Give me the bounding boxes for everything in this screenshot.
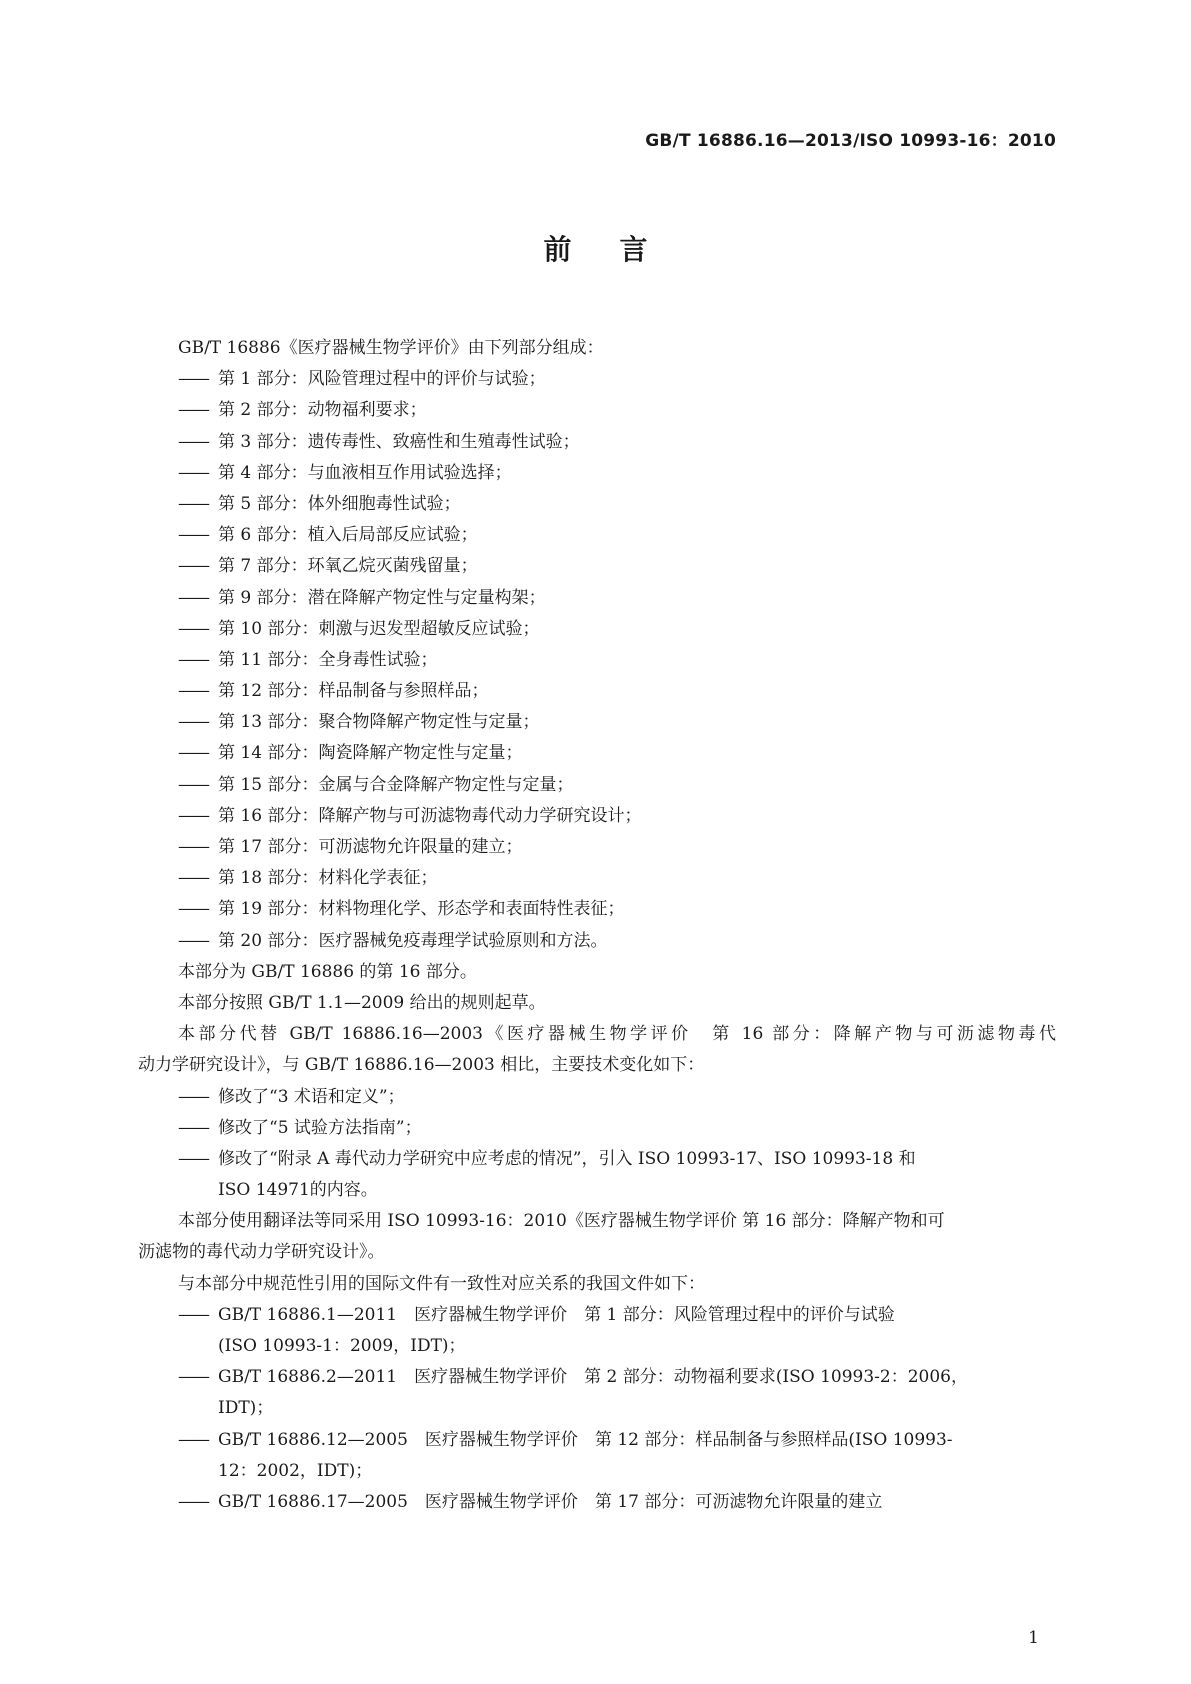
text-line: (ISO 10993-1：2009，IDT)； (218, 1336, 466, 1356)
text-line: 本部分按照 GB/T 1.1—2009 给出的规则起草。 (178, 992, 546, 1013)
list-item: —— GB/T 16886.12—2005 医疗器械生物学评价 第 12 部分：样品制备与参照样品(ISO 10993- (178, 1429, 953, 1450)
list-item: —— 第 17 部分：可沥滤物允许限量的建立； (178, 837, 523, 857)
list-item: —— 第 14 部分：陶瓷降解产物定性与定量； (178, 743, 523, 764)
page-title: 前言 (543, 233, 696, 266)
list-item: —— 修改了“5 试验方法指南”； (178, 1117, 422, 1138)
text-line: 本部分为 GB/T 16886 的第 16 部分。 (178, 961, 477, 982)
page-number: 1 (1028, 1628, 1039, 1648)
list-item: —— 第 11 部分：全身毒性试验； (178, 649, 438, 670)
text-line: 本部分代替 GB/T 16886.16—2003《医疗器械生物学评价 第 16 部分：降解产物与可沥滤物毒代 (178, 1024, 1056, 1045)
list-item: —— 第 7 部分：环氧乙烷灭菌残留量； (178, 556, 478, 577)
list-item: —— 修改了“附录 A 毒代动力学研究中应考虑的情况”，引入 ISO 10993-17、ISO 10993-18 和 (178, 1148, 916, 1169)
list-item: —— 第 6 部分：植入后局部反应试验； (178, 525, 478, 546)
list-item: —— 第 4 部分：与血液相互作用试验选择； (178, 462, 512, 483)
list-item: —— 第 13 部分：聚合物降解产物定性与定量； (178, 712, 540, 733)
text-line: 本部分使用翻译法等同采用 ISO 10993-16：2010《医疗器械生物学评价 第 16 部分：降解产物和可 (178, 1211, 945, 1232)
list-item: —— GB/T 16886.1—2011 医疗器械生物学评价 第 1 部分：风险管理过程中的评价与试验 (178, 1304, 895, 1325)
text-line: IDT)； (218, 1398, 274, 1419)
list-item: —— 第 16 部分：降解产物与可沥滤物毒代动力学研究设计； (178, 805, 642, 826)
list-item: —— 第 3 部分：遗传毒性、致癌性和生殖毒性试验； (178, 431, 580, 452)
list-item: —— 第 9 部分：潜在降解产物定性与定量构架； (178, 587, 546, 608)
text-line: ISO 14971的内容。 (218, 1180, 378, 1201)
list-item: —— 第 1 部分：风险管理过程中的评价与试验； (178, 369, 546, 390)
text-line: 动力学研究设计》，与 GB/T 16886.16—2003 相比，主要技术变化如下： (138, 1055, 705, 1076)
text-line: 与本部分中规范性引用的国际文件有一致性对应关系的我国文件如下： (178, 1273, 705, 1294)
text-line: GB/T 16886《医疗器械生物学评价》由下列部分组成： (178, 338, 604, 358)
text-line: 沥滤物的毒代动力学研究设计》。 (138, 1242, 385, 1263)
list-item: —— GB/T 16886.17—2005 医疗器械生物学评价 第 17 部分：可沥滤物允许限量的建立 (178, 1491, 883, 1512)
list-item: —— 修改了“3 术语和定义”； (178, 1086, 405, 1107)
list-item: —— 第 19 部分：材料物理化学、形态学和表面特性表征； (178, 899, 625, 920)
list-item: —— 第 2 部分：动物福利要求； (178, 400, 427, 421)
list-item: —— 第 18 部分：材料化学表征； (178, 868, 438, 889)
list-item: —— 第 15 部分：金属与合金降解产物定性与定量； (178, 774, 574, 795)
list-item: —— 第 5 部分：体外细胞毒性试验； (178, 493, 461, 514)
list-item: —— 第 10 部分：刺激与迟发型超敏反应试验； (178, 618, 540, 639)
text-line: 12：2002，IDT)； (218, 1460, 373, 1481)
list-item: —— 第 12 部分：样品制备与参照样品； (178, 681, 489, 702)
foreword-body (138, 333, 1056, 1518)
list-item: —— 第 20 部分：医疗器械免疫毒理学试验原则和方法。 (178, 930, 608, 951)
standard-code: GB/T 16886.16—2013/ISO 10993-16：2010 (645, 131, 1056, 151)
list-item: —— GB/T 16886.2—2011 医疗器械生物学评价 第 2 部分：动物福利要求(ISO 10993-2：2006， (178, 1367, 968, 1388)
